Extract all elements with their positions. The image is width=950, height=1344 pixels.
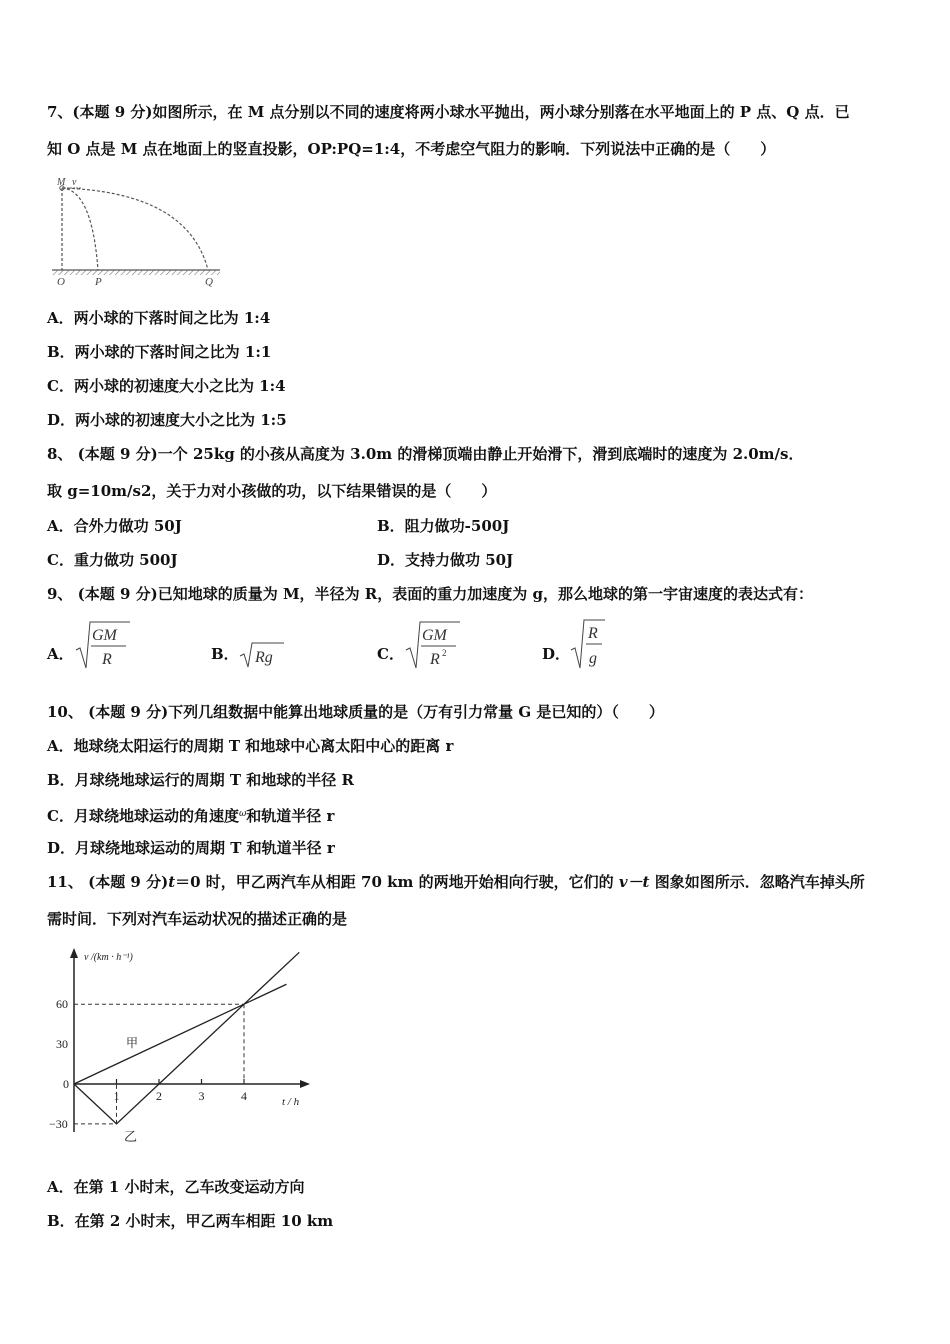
y-axis-label: v /(km · h⁻¹) [84,952,133,963]
svg-text:GM: GM [92,627,117,644]
annotation-jia: 甲 [126,1036,139,1050]
q10-option-d[interactable]: D．月球绕地球运动的周期 T 和轨道半径 r [47,839,335,857]
x-axis-label: t / h [282,1096,300,1108]
q8-option-c[interactable]: C．重力做功 500J [47,551,178,569]
q11-option-a[interactable]: A．在第 1 小时末，乙车改变运动方向 [47,1178,305,1196]
q9-option-b-formula [238,640,288,670]
q7-option-a[interactable]: A．两小球的下落时间之比为 1:4 [47,309,271,327]
trajectory-to-q [62,188,208,270]
q8-stem-line1: 8、 (本题 9 分)一个 25kg 的小孩从高度为 3.0m 的滑梯顶端由静止开始滑下，滑到底端时的速度为 2.0m/s． [47,445,804,463]
q11-stem-line2: 需时间．下列对汽车运动状况的描述正确的是 [47,910,348,928]
label-v: v [72,177,77,188]
label-m: M [57,177,66,188]
q9-option-d-formula [569,616,609,672]
q9-option-c-formula [404,618,464,672]
svg-text:Rg: Rg [255,649,273,666]
q7-option-d[interactable]: D．两小球的初速度大小之比为 1:5 [47,411,287,429]
q8-option-b[interactable]: B．阻力做功-500J [377,517,510,535]
svg-text:g: g [589,650,597,667]
y-axis-arrow [70,948,78,958]
x-tick-label: 1 [113,1089,120,1103]
q7-stem-line1: 7、(本题 9 分)如图所示，在 M 点分别以不同的速度将两小球水平抛出，两小球分别落在水平地面上的 P 点、Q 点．已 [47,103,850,121]
q9-option-b-label[interactable]: B． [211,645,239,663]
svg-text:R: R [430,651,440,668]
x-axis-arrow [300,1080,310,1088]
q10-option-c-tail: 和轨道半径 r [246,807,335,825]
annotation-yi: 乙 [124,1129,138,1144]
x-tick-label: 3 [198,1089,205,1103]
trajectory-to-p [62,188,98,270]
vt-chart [44,942,324,1147]
ground-hatch [52,270,220,275]
series-line-jia [74,984,287,1084]
q11-stem-line1: 11、 (本题 9 分)t＝0 时，甲乙两汽车从相距 70 km 的两地开始相向行驶，它们的 v－t 图象如图所示．忽略汽车掉头所 [47,873,865,891]
q7-option-b[interactable]: B．两小球的下落时间之比为 1:1 [47,343,272,361]
y-tick-label: 30 [56,1037,68,1052]
y-tick-label: 0 [63,1077,69,1091]
q10-option-a[interactable]: A．地球绕太阳运行的周期 T 和地球中心离太阳中心的距离 r [47,737,454,755]
q9-option-a-formula [74,618,134,672]
q10-option-c[interactable] [47,804,334,826]
q7-stem-line2: 知 O 点是 M 点在地面上的竖直投影，OP:PQ=1:4，不考虑空气阻力的影响．下列说法中正确的是（ ） [47,140,776,158]
y-tick-label: −30 [49,1116,68,1131]
q9-option-a-label[interactable]: A． [47,645,74,663]
x-tick-label: 2 [156,1089,162,1103]
svg-text:2: 2 [442,648,447,658]
label-p: P [95,276,102,288]
label-q: Q [205,276,213,288]
svg-text:R: R [588,625,598,642]
series-line-yi [74,952,299,1124]
q9-stem: 9、 (本题 9 分)已知地球的质量为 M，半径为 R，表面的重力加速度为 g，那么地球的第一宇宙速度的表达式有： [47,585,813,603]
q7-option-c[interactable]: C．两小球的初速度大小之比为 1:4 [47,377,286,395]
label-o: O [57,276,65,288]
q7-projectile-figure [48,172,228,290]
omega-symbol: ω [238,809,247,819]
q11-option-b[interactable]: B．在第 2 小时末，甲乙两车相距 10 km [47,1212,334,1230]
svg-text:GM: GM [422,627,447,644]
q8-option-a[interactable]: A．合外力做功 50J [47,517,182,535]
svg-text:R: R [102,651,112,668]
y-tick-label: 60 [56,997,68,1012]
q10-stem: 10、 (本题 9 分)下列几组数据中能算出地球质量的是（万有引力常量 G 是已知的）（ ） [47,703,664,721]
q10-option-b[interactable]: B．月球绕地球运行的周期 T 和地球的半径 R [47,771,354,789]
q9-option-d-label[interactable]: D． [542,645,571,663]
q8-stem-line2: 取 g=10m/s2，关于力对小孩做的功，以下结果错误的是（ ） [47,482,497,500]
q10-option-c-text: C．月球绕地球运动的角速度 [47,807,239,825]
x-tick-label: 4 [241,1089,247,1103]
q8-option-d[interactable]: D．支持力做功 50J [377,551,514,569]
q9-option-c-label[interactable]: C． [377,645,404,663]
